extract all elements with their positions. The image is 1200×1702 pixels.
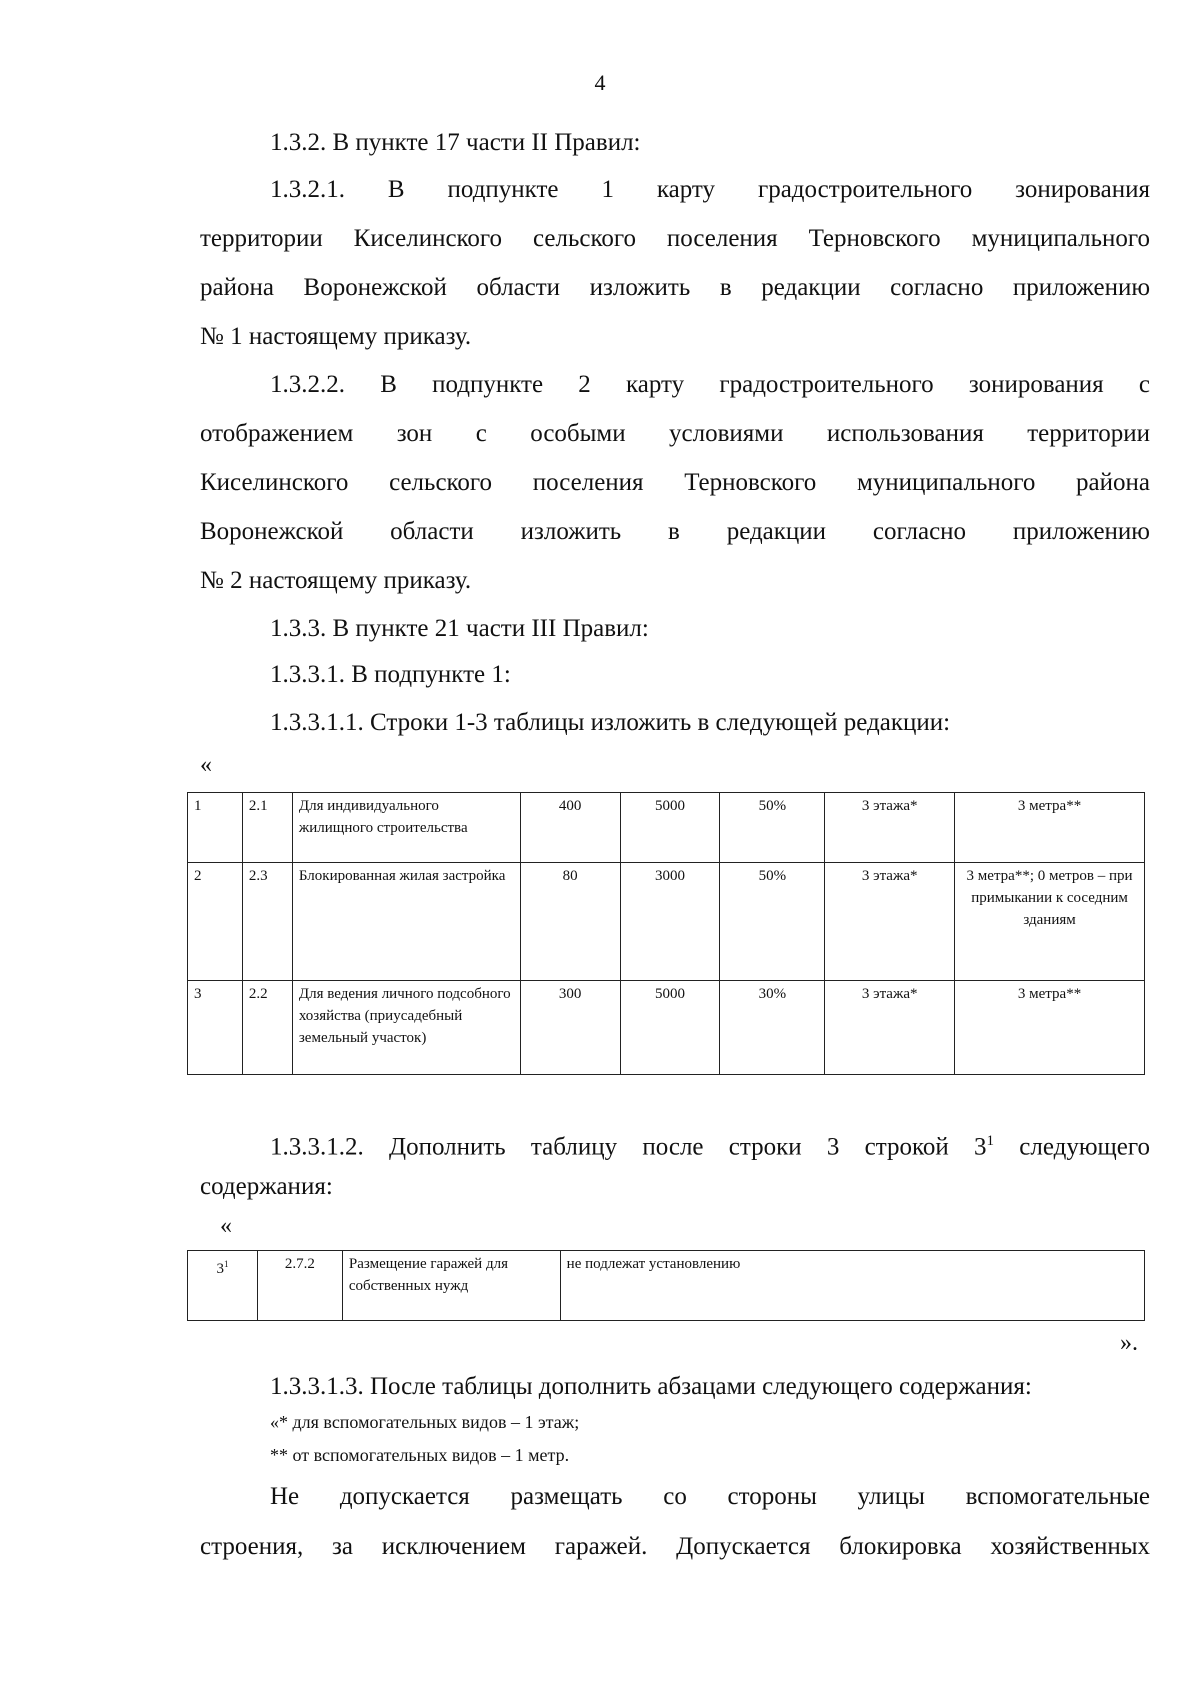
paragraph-1-3-2-2-line: Воронежской области изложить в редакции согласно приложению bbox=[200, 518, 1150, 545]
row-number: 2 bbox=[188, 863, 243, 981]
row-number: 1 bbox=[188, 793, 243, 863]
opening-quote: « bbox=[200, 752, 212, 778]
paragraph-1-3-3-1: 1.3.3.1. В подпункте 1: bbox=[270, 661, 511, 688]
superscript: 1 bbox=[223, 1259, 229, 1269]
paragraph-1-3-2-2-line: № 2 настоящему приказу. bbox=[200, 567, 472, 594]
paragraph-final-line: строения, за исключением гаражей. Допускается блокировка хозяйственных bbox=[200, 1533, 1150, 1560]
coverage-percent: 50% bbox=[720, 863, 825, 981]
row-name: Размещение гаражей для собственных нужд bbox=[342, 1251, 560, 1321]
setback: 3 метра** bbox=[955, 981, 1145, 1075]
paragraph-1-3-2-2-line: Киселинского сельского поселения Терновского муниципального района bbox=[200, 469, 1150, 496]
row-number: 3 bbox=[188, 981, 243, 1075]
paragraph-1-3-2-1-line: № 1 настоящему приказу. bbox=[200, 323, 472, 350]
paragraph-final-line: Не допускается размещать со стороны улицы вспомогательные bbox=[270, 1483, 1150, 1510]
row-code: 2.2 bbox=[242, 981, 292, 1075]
paragraph-1-3-3-1-1: 1.3.3.1.1. Строки 1-3 таблицы изложить в следующей редакции: bbox=[270, 709, 951, 736]
setback: 3 метра**; 0 метров – при примыкании к соседним зданиям bbox=[955, 863, 1145, 981]
paragraph-1-3-3: 1.3.3. В пункте 21 части III Правил: bbox=[270, 615, 649, 642]
footnote-1: «* для вспомогательных видов – 1 этаж; bbox=[270, 1412, 580, 1432]
paragraph-text: следующего bbox=[994, 1133, 1150, 1161]
row-name: Блокированная жилая застройка bbox=[292, 863, 520, 981]
paragraph-1-3-2-1-line: 1.3.2.1. В подпункте 1 карту градостроительного зонирования bbox=[270, 176, 1150, 203]
max-area: 5000 bbox=[620, 981, 720, 1075]
max-floors: 3 этажа* bbox=[825, 863, 955, 981]
row-code: 2.3 bbox=[242, 863, 292, 981]
min-area: 300 bbox=[520, 981, 620, 1075]
row-code: 2.7.2 bbox=[257, 1251, 342, 1321]
paragraph-1-3-2-1-line: территории Киселинского сельского поселения Терновского муниципального bbox=[200, 225, 1150, 252]
table-row bbox=[188, 981, 1145, 1075]
superscript: 1 bbox=[986, 1133, 995, 1149]
paragraph-1-3-2: 1.3.2. В пункте 17 части II Правил: bbox=[270, 129, 641, 156]
table-row bbox=[188, 1251, 1145, 1321]
table-row bbox=[188, 863, 1145, 981]
min-area: 80 bbox=[520, 863, 620, 981]
coverage-percent: 30% bbox=[720, 981, 825, 1075]
paragraph-1-3-3-1-2-line: содержания: bbox=[200, 1173, 333, 1200]
row-number-text: 3 bbox=[216, 1261, 224, 1277]
paragraph-1-3-2-2-line: 1.3.2.2. В подпункте 2 карту градостроительного зонирования с bbox=[270, 371, 1150, 398]
max-area: 5000 bbox=[620, 793, 720, 863]
paragraph-1-3-3-1-2-line bbox=[270, 1116, 1150, 1172]
paragraph-1-3-2-1-line: района Воронежской области изложить в редакции согласно приложению bbox=[200, 274, 1150, 301]
footnote-2: ** от вспомогательных видов – 1 метр. bbox=[270, 1445, 570, 1465]
coverage-percent: 50% bbox=[720, 793, 825, 863]
paragraph-text: 1.3.3.1.2. Дополнить таблицу после строки 3 строкой 3 bbox=[270, 1133, 987, 1161]
opening-quote: « bbox=[220, 1213, 232, 1239]
row-code: 2.1 bbox=[242, 793, 292, 863]
max-floors: 3 этажа* bbox=[825, 793, 955, 863]
closing-quote: ». bbox=[1120, 1330, 1138, 1356]
max-area: 3000 bbox=[620, 863, 720, 981]
paragraph-1-3-2-2-line: отображением зон с особыми условиями использования территории bbox=[200, 420, 1150, 447]
setback: 3 метра** bbox=[955, 793, 1145, 863]
paragraph-1-3-3-1-3: 1.3.3.1.3. После таблицы дополнить абзацами следующего содержания: bbox=[270, 1373, 1032, 1400]
max-floors: 3 этажа* bbox=[825, 981, 955, 1075]
row-name: Для ведения личного подсобного хозяйства (приусадебный земельный участок) bbox=[292, 981, 520, 1075]
row-name: Для индивидуального жилищного строительства bbox=[292, 793, 520, 863]
garage-table bbox=[187, 1250, 1145, 1321]
row-number bbox=[188, 1251, 258, 1321]
table-row bbox=[188, 793, 1145, 863]
row-value: не подлежат установлению bbox=[560, 1251, 1144, 1321]
min-area: 400 bbox=[520, 793, 620, 863]
page-number: 4 bbox=[594, 70, 606, 95]
zoning-table bbox=[187, 792, 1145, 1075]
